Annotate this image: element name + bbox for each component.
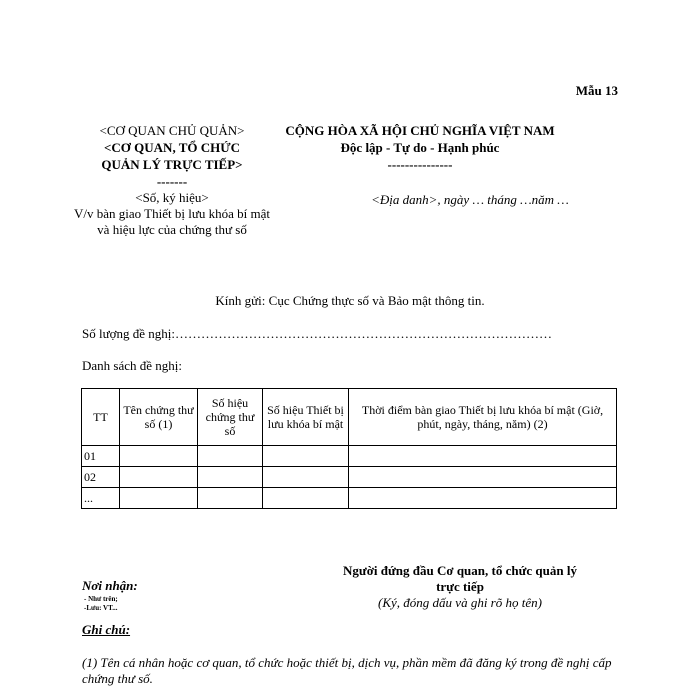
row-index: 01 xyxy=(82,446,120,467)
receivers-list xyxy=(84,595,118,613)
table-row xyxy=(82,488,617,509)
managing-agency-line1: <CƠ QUAN, TỔ CHỨC xyxy=(104,140,240,155)
header-device-number: Số hiệu Thiết bị lưu khóa bí mật xyxy=(263,389,349,446)
list-item: -Lưu: VT... xyxy=(84,604,118,612)
table-cell xyxy=(198,446,263,467)
table-cell xyxy=(120,467,198,488)
country-name: CỘNG HÒA XÃ HỘI CHỦ NGHĨA VIỆT NAM xyxy=(285,123,555,138)
note-1: (1) Tên cá nhân hoặc cơ quan, tổ chức hoặc thiết bị, dịch vụ, phần mềm đã đăng ký trong đề nghị cấp chứng thư số. xyxy=(82,655,612,686)
table-cell xyxy=(198,488,263,509)
table-cell xyxy=(120,446,198,467)
reference-number: <Số, ký hiệu> xyxy=(135,190,209,205)
document-subject: V/v bàn giao Thiết bị lưu khóa bí mật và hiệu lực của chứng thư số xyxy=(74,206,270,237)
document-reference xyxy=(72,190,272,238)
quantity-line: Số lượng đề nghị:…………………………………………………………………………… xyxy=(82,326,553,341)
header-certificate-name: Tên chứng thư số (1) xyxy=(120,389,198,446)
list-title: Danh sách đề nghị: xyxy=(82,358,183,373)
table-cell xyxy=(349,467,617,488)
table-cell xyxy=(263,467,349,488)
signer-instruction: (Ký, đóng dấu và ghi rõ họ tên) xyxy=(378,595,542,610)
agency-divider: ------- xyxy=(156,174,188,189)
list-item: - Như trên; xyxy=(84,595,118,603)
recipient-line: Kính gửi: Cục Chứng thực số và Bảo mật thông tin. xyxy=(215,293,485,308)
table-cell xyxy=(198,467,263,488)
header-handover-time: Thời điểm bàn giao Thiết bị lưu khóa bí mật (Giờ, phút, ngày, tháng, năm) (2) xyxy=(349,389,617,446)
managing-agency-line2: QUẢN LÝ TRỰC TIẾP> xyxy=(101,157,243,172)
table-cell xyxy=(263,488,349,509)
agency-header xyxy=(72,122,272,190)
table-cell xyxy=(349,446,617,467)
national-motto: Độc lập - Tự do - Hạnh phúc xyxy=(340,140,500,155)
row-index: ... xyxy=(82,488,120,509)
receivers-label: Nơi nhận: xyxy=(82,578,138,593)
table-row xyxy=(82,467,617,488)
header-index: TT xyxy=(82,389,120,446)
header-certificate-number: Số hiệu chứng thư số xyxy=(198,389,263,446)
signer-block xyxy=(330,563,590,611)
table-row xyxy=(82,446,617,467)
national-header xyxy=(270,122,570,173)
table-header-row xyxy=(82,389,617,446)
notes-title: Ghi chú: xyxy=(82,622,131,637)
request-table xyxy=(81,388,617,509)
place-and-date: <Địa danh>, ngày … tháng …năm … xyxy=(371,192,569,207)
table-cell xyxy=(263,446,349,467)
table-cell xyxy=(120,488,198,509)
signer-title: Người đứng đầu Cơ quan, tổ chức quản lý trực tiếp xyxy=(343,563,577,594)
motto-divider: --------------- xyxy=(387,157,453,172)
table-cell xyxy=(349,488,617,509)
form-code: Mẫu 13 xyxy=(575,83,618,98)
row-index: 02 xyxy=(82,467,120,488)
parent-agency: <CƠ QUAN CHỦ QUẢN> xyxy=(99,123,245,138)
